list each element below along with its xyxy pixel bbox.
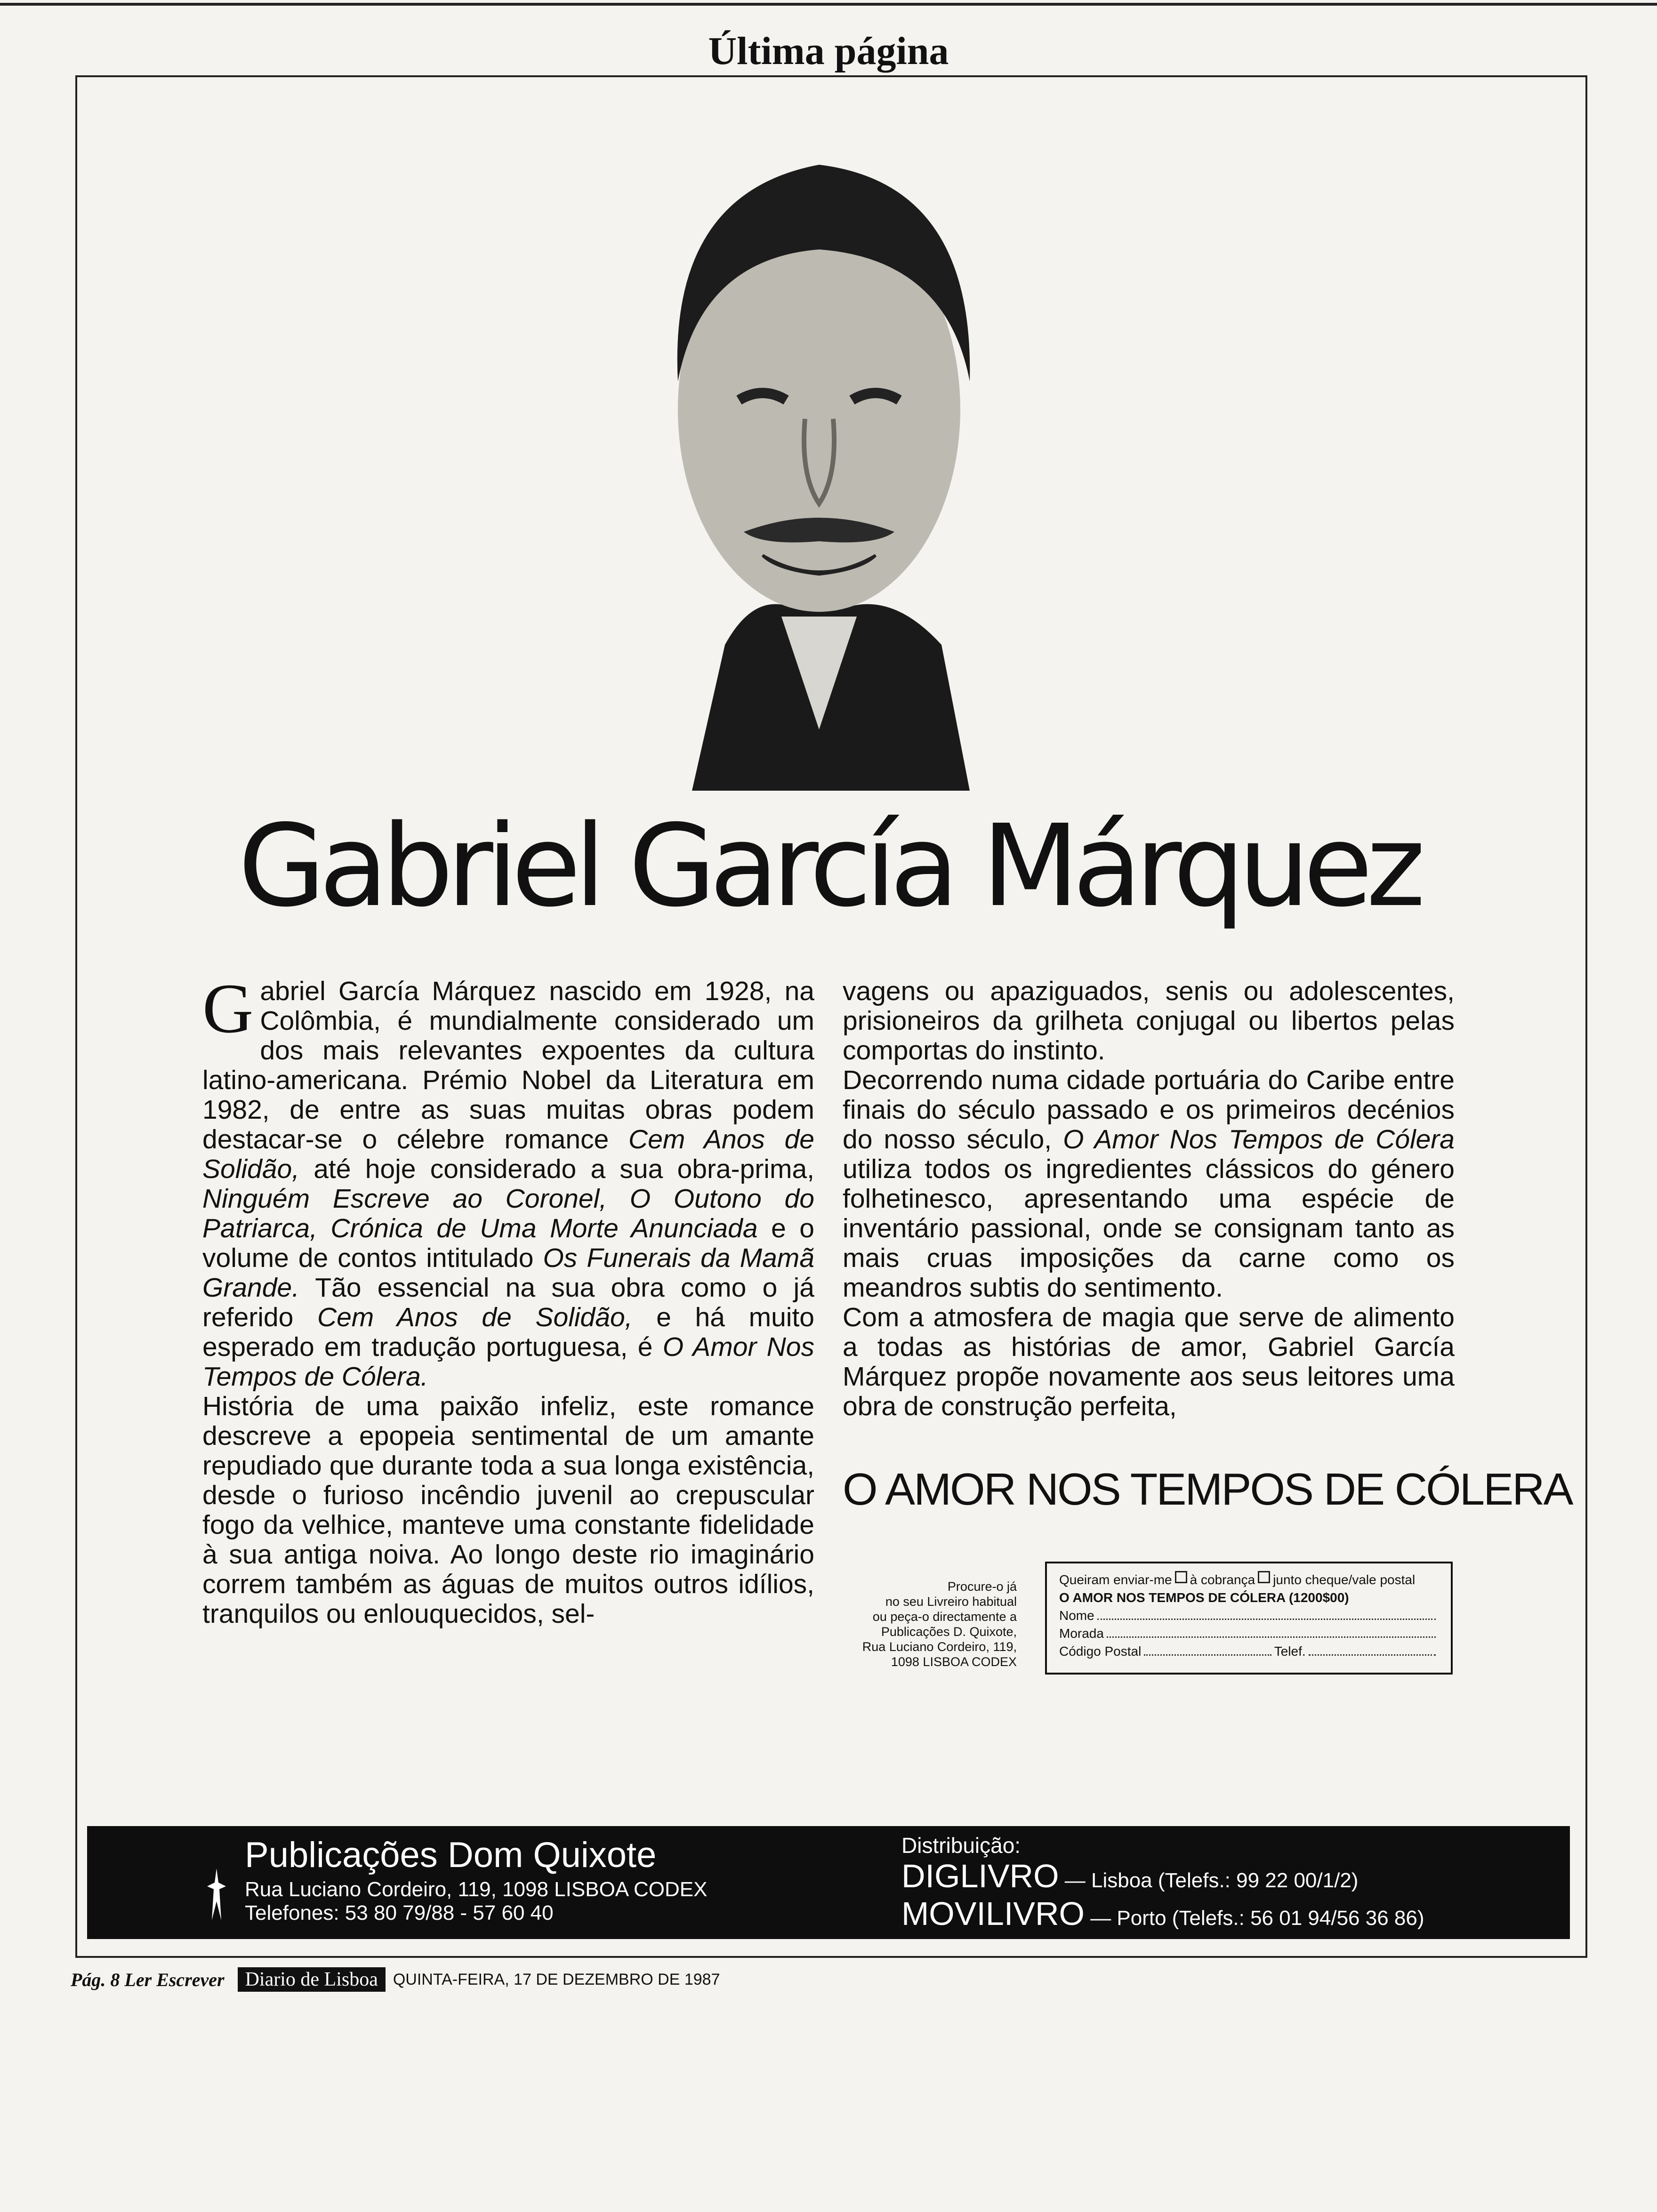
field-label: Código Postal <box>1059 1644 1142 1659</box>
issue-date: QUINTA-FEIRA, 17 DE DEZEMBRO DE 1987 <box>393 1970 720 1988</box>
headline: Gabriel García Márquez <box>238 800 1419 932</box>
newspaper-masthead: Diario de Lisboa <box>238 1967 386 1992</box>
text: Tão essencial na sua obra como o já referido <box>202 1273 814 1332</box>
ordering-line: Publicações D. Quixote, <box>881 1625 1017 1639</box>
field-line[interactable] <box>1309 1643 1436 1656</box>
ordering-line: Rua Luciano Cordeiro, 119, <box>862 1640 1017 1654</box>
running-head: Última página <box>708 29 949 73</box>
text: abriel García Márquez nascido em 1928, na Colômbia, é mundialmente considerado um dos mais relevantes expoentes da cultura latino-americana. Prémio Nobel da Literatura em 1982, de entre as suas muitas obras podem destacar-se o célebre romance <box>202 976 814 1154</box>
coupon-text: Queiram enviar-me <box>1059 1572 1172 1587</box>
coupon-text: à cobrança <box>1190 1572 1255 1587</box>
paragraph: Com a atmosfera de magia que serve de alimento a todas as histórias de amor, Gabriel García Márquez propõe novamente aos seus leitores uma obra de construção perfeita, <box>843 1302 1455 1421</box>
distributor-name: MOVILIVRO <box>901 1895 1085 1932</box>
drop-cap: G <box>202 970 254 1048</box>
coupon-payment-options <box>1059 1571 1439 1589</box>
order-coupon <box>1045 1562 1453 1675</box>
field-line[interactable] <box>1144 1643 1271 1656</box>
distribution-label: Distribuição: <box>901 1833 1021 1858</box>
top-rule <box>0 3 1657 6</box>
paragraph: vagens ou apaziguados, senis ou adolescentes, prisioneiros da grilheta conjugal ou libertos pelas comportas do instinto. <box>843 976 1455 1066</box>
field-line[interactable] <box>1097 1607 1436 1620</box>
book-title-inline: Cem Anos de Solidão, <box>202 1124 814 1184</box>
field-label: Morada <box>1059 1626 1104 1641</box>
field-line[interactable] <box>1107 1625 1436 1638</box>
postal-phone-field[interactable] <box>1059 1643 1439 1660</box>
ordering-line: ou peça-o directamente a <box>872 1610 1017 1624</box>
paragraph: História de uma paixão infeliz, este romance descreve a epopeia sentimental de um amante repudiado que durante toda a sua longa existência, desde o furioso incêndio juvenil ao crepuscular fogo da velhice, manteve uma constante fidelidade à sua antiga noiva. Ao longo deste rio imaginário correm também as águas de muitos outros idílios, tranquilos ou enlouquecidos, sel- <box>202 1391 814 1629</box>
book-title-inline: Os Funerais da Mamã Grande. <box>202 1243 814 1303</box>
don-quixote-logo-icon <box>202 1868 231 1920</box>
article-right-column <box>843 977 1455 1421</box>
paragraph <box>202 970 815 1392</box>
field-label: Telef. <box>1274 1644 1306 1659</box>
distributor-name: DIGLIVRO <box>901 1858 1059 1894</box>
book-title-inline: Ninguém Escreve ao Coronel, O Outono do Patriarca, Crónica de Uma Morte Anunciada <box>202 1184 814 1243</box>
distributor-detail: — Lisboa (Telefs.: 99 22 00/1/2) <box>1059 1869 1359 1892</box>
publisher-name: Publicações Dom Quixote <box>245 1835 657 1875</box>
cheque-checkbox[interactable] <box>1258 1571 1270 1583</box>
ordering-line: Procure-o já <box>947 1579 1017 1594</box>
publisher-footer-bar <box>87 1826 1570 1939</box>
address-line: Rua Luciano Cordeiro, 119, 1098 LISBOA CODEX <box>245 1878 708 1901</box>
text: e o volume de contos intitulado <box>202 1213 815 1273</box>
coupon-text: junto cheque/vale postal <box>1273 1572 1416 1587</box>
book-title-inline: O Amor Nos Tempos de Cólera. <box>202 1332 814 1392</box>
distributor-lisboa <box>901 1857 1358 1895</box>
text: até hoje considerado a sua obra-prima, <box>299 1154 814 1184</box>
ordering-line: no seu Livreiro habitual <box>885 1595 1017 1609</box>
page-folio: Pág. 8 Ler Escrever <box>71 1969 225 1990</box>
phone-line: Telefones: 53 80 79/88 - 57 60 40 <box>245 1901 554 1924</box>
book-title-inline: O Amor Nos Tempos de Cólera <box>1063 1124 1455 1154</box>
distributor-porto <box>901 1895 1424 1932</box>
distributor-detail: — Porto (Telefs.: 56 01 94/56 36 86) <box>1084 1907 1424 1930</box>
address-field[interactable] <box>1059 1625 1439 1643</box>
paragraph <box>843 1066 1455 1303</box>
text: utiliza todos os ingredientes clássicos do género folhetinesco, apresentando uma espécie de inventário passional, onde se consignam tanto as mais cruas imposições da carne como os meandros subtis do sentimento. <box>843 1154 1455 1303</box>
publisher-address <box>245 1878 707 1925</box>
text: Decorrendo numa cidade portuária do Caribe entre finais do século passado e os primeiros decénios do nosso século, <box>843 1065 1455 1154</box>
ordering-line: 1098 LISBOA CODEX <box>891 1655 1017 1669</box>
article-left-column <box>202 970 815 1629</box>
book-title-inline: Cem Anos de Solidão, <box>317 1302 633 1332</box>
page-footer <box>71 1967 720 1992</box>
coupon-title: O AMOR NOS TEMPOS DE CÓLERA (1200$00) <box>1059 1590 1349 1605</box>
book-title: O AMOR NOS TEMPOS DE CÓLERA <box>843 1464 1572 1515</box>
text: e há muito esperado em tradução portuguesa, é <box>202 1302 814 1362</box>
name-field[interactable] <box>1059 1607 1439 1625</box>
author-portrait <box>584 118 1054 791</box>
ordering-note <box>819 1579 1017 1669</box>
field-label: Nome <box>1059 1608 1094 1623</box>
cod-checkbox[interactable] <box>1175 1571 1187 1583</box>
